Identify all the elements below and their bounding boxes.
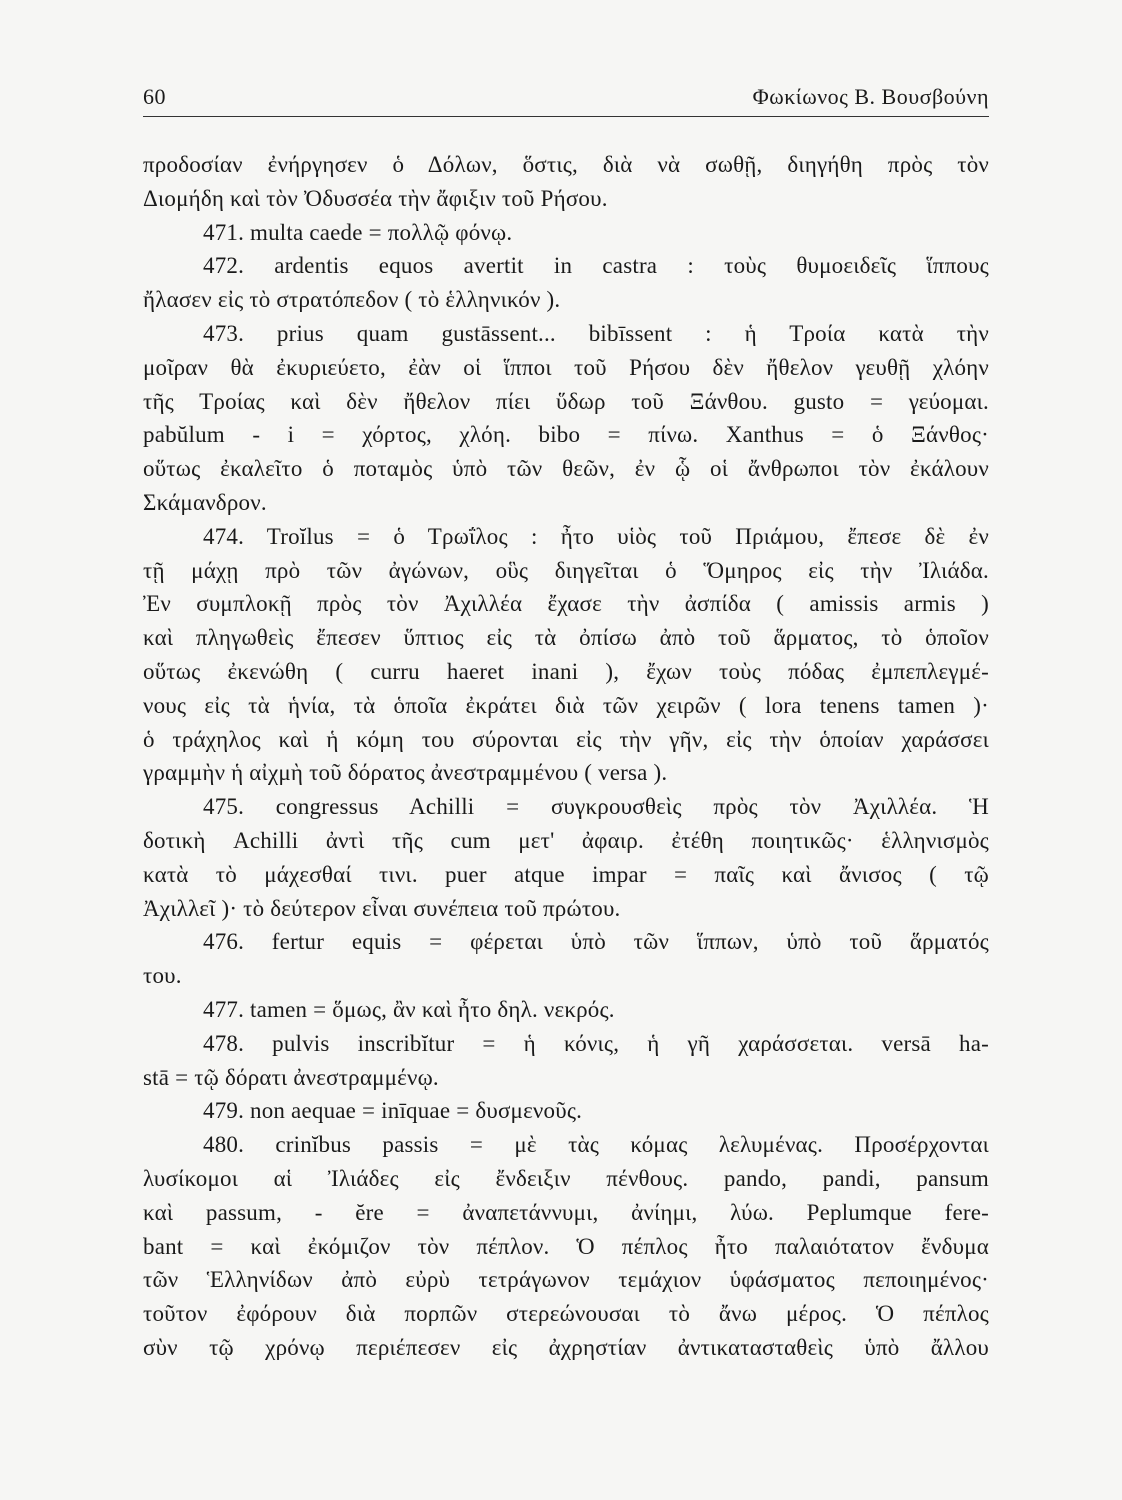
text-line: τῶν Ἑλληνίδων ἀπὸ εὐρὺ τετράγωνον τεμάχιον ὑφάσματος πεποιημένος· [143, 1267, 989, 1293]
text-line: 476. fertur equis = φέρεται ὑπὸ τῶν ἵππων, ὑπὸ τοῦ ἅρματός [203, 929, 989, 955]
text-line: δοτικὴ Achilli ἀντὶ τῆς cum μετ' ἀφαιρ. ἐτέθη ποιητικῶς· ἑλληνισμὸς [143, 827, 989, 853]
text-line: νους εἰς τὰ ἡνία, τὰ ὁποῖα ἐκράτει διὰ τῶν χειρῶν ( lora tenens tamen )· [143, 692, 989, 718]
header-rule [143, 116, 989, 117]
text-line: 474. Troĭlus = ὁ Τρωΐλος : ἦτο υἱὸς τοῦ Πριάμου, ἔπεσε δὲ ἐν [203, 523, 989, 549]
text-line: 478. pulvis inscribĭtur = ἡ κόνις, ἡ γῆ χαράσσεται. versā ha- [203, 1030, 989, 1056]
text-line: Ἀχιλλεῖ )· τὸ δεύτερον εἶναι συνέπεια τοῦ πρώτου. [143, 895, 621, 921]
text-line: προδοσίαν ἐνήργησεν ὁ Δόλων, ὅστις, διὰ νὰ σωθῇ, διηγήθη πρὸς τὸν [143, 152, 989, 177]
text-line: τοῦτον ἐφόρουν διὰ πορπῶν στερεώνουσαι τὸ ἄνω μέρος. Ὁ πέπλος [143, 1301, 989, 1327]
text-line: Ἐν συμπλοκῇ πρὸς τὸν Ἀχιλλέα ἔχασε τὴν ἀσπίδα ( amissis armis ) [143, 591, 989, 617]
text-line: σὺν τῷ χρόνῳ περιέπεσεν εἰς ἀχρηστίαν ἀντικατασταθεὶς ὑπὸ ἄλλου [143, 1334, 989, 1360]
text-line: κατὰ τὸ μάχεσθαί τινι. puer atque impar = παῖς καὶ ἄνισος ( τῷ [143, 861, 989, 887]
text-line: τῆς Τροίας καὶ δὲν ἤθελον πίει ὕδωρ τοῦ Ξάνθου. gusto = γεύομαι. [143, 388, 989, 414]
text-line: μοῖραν θὰ ἐκυριεύετο, ἐὰν οἱ ἵπποι τοῦ Ρήσου δὲν ἤθελον γευθῇ χλόην [143, 354, 989, 380]
text-line: Σκάμανδρον. [143, 489, 267, 515]
text-line: ὁ τράχηλος καὶ ἡ κόμη του σύρονται εἰς τὴν γῆν, εἰς τὴν ὁποίαν χαράσσει [143, 726, 989, 752]
page-header [143, 80, 989, 116]
text-line: pabŭlum - i = χόρτος, χλόη. bibo = πίνω. Xanthus = ὁ Ξάνθος· [143, 422, 989, 448]
text-line: 479. non aequae = inīquae = δυσμενοῦς. [203, 1098, 583, 1124]
text-line: 477. tamen = ὅμως, ἂν καὶ ἦτο δηλ. νεκρός. [203, 996, 615, 1022]
text-line: λυσίκομοι αἱ Ἰλιάδες εἰς ἔνδειξιν πένθους. pando, pandi, pansum [143, 1165, 989, 1191]
text-line: 472. ardentis equos avertit in castra : τοὺς θυμοειδεῖς ἵππους [203, 253, 989, 279]
body-text [143, 148, 989, 1365]
text-line: του. [143, 963, 182, 989]
text-line: bant = καὶ ἐκόμιζον τὸν πέπλον. Ὁ πέπλος ἦτο παλαιότατον ἔνδυμα [143, 1233, 989, 1259]
text-line: Διομήδη καὶ τὸν Ὀδυσσέα τὴν ἄφιξιν τοῦ Ρήσου. [143, 185, 608, 211]
text-line: οὕτως ἐκενώθη ( curru haeret inani ), ἔχων τοὺς πόδας ἐμπεπλεγμέ- [143, 658, 989, 684]
text-line: καὶ passum, - ĕre = ἀναπετάννυμι, ἀνίημι, λύω. Peplumque fere- [143, 1199, 989, 1225]
text-line: 475. congressus Achilli = συγκρουσθεὶς πρὸς τὸν Ἀχιλλέα. Ἡ [203, 794, 989, 820]
page-number: 60 [143, 84, 166, 109]
running-head: Φωκίωνος Β. Βουσβούνη [752, 84, 989, 109]
text-line: τῇ μάχῃ πρὸ τῶν ἀγώνων, οὓς διηγεῖται ὁ Ὅμηρος εἰς τὴν Ἰλιάδα. [143, 557, 989, 583]
text-line: ἤλασεν εἰς τὸ στρατόπεδον ( τὸ ἑλληνικόν ). [143, 287, 561, 313]
text-line: 480. crinĭbus passis = μὲ τὰς κόμας λελυμένας. Προσέρχονται [203, 1132, 989, 1158]
text-line: 473. prius quam gustāssent... bibīssent : ἡ Τροία κατὰ τὴν [203, 320, 989, 346]
text-line: καὶ πληγωθεὶς ἔπεσεν ὕπτιος εἰς τὰ ὀπίσω ἀπὸ τοῦ ἅρματος, τὸ ὁποῖον [143, 625, 989, 651]
text-line: 471. multa caede = πολλῷ φόνῳ. [203, 219, 513, 245]
text-line: γραμμὴν ἡ αἰχμὴ τοῦ δόρατος ἀνεστραμμένου ( versa ). [143, 760, 668, 786]
text-line: stā = τῷ δόρατι ἀνεστραμμένῳ. [143, 1064, 439, 1090]
text-line: οὕτως ἐκαλεῖτο ὁ ποταμὸς ὑπὸ τῶν θεῶν, ἐν ᾧ οἱ ἄνθρωποι τὸν ἐκάλουν [143, 456, 989, 482]
